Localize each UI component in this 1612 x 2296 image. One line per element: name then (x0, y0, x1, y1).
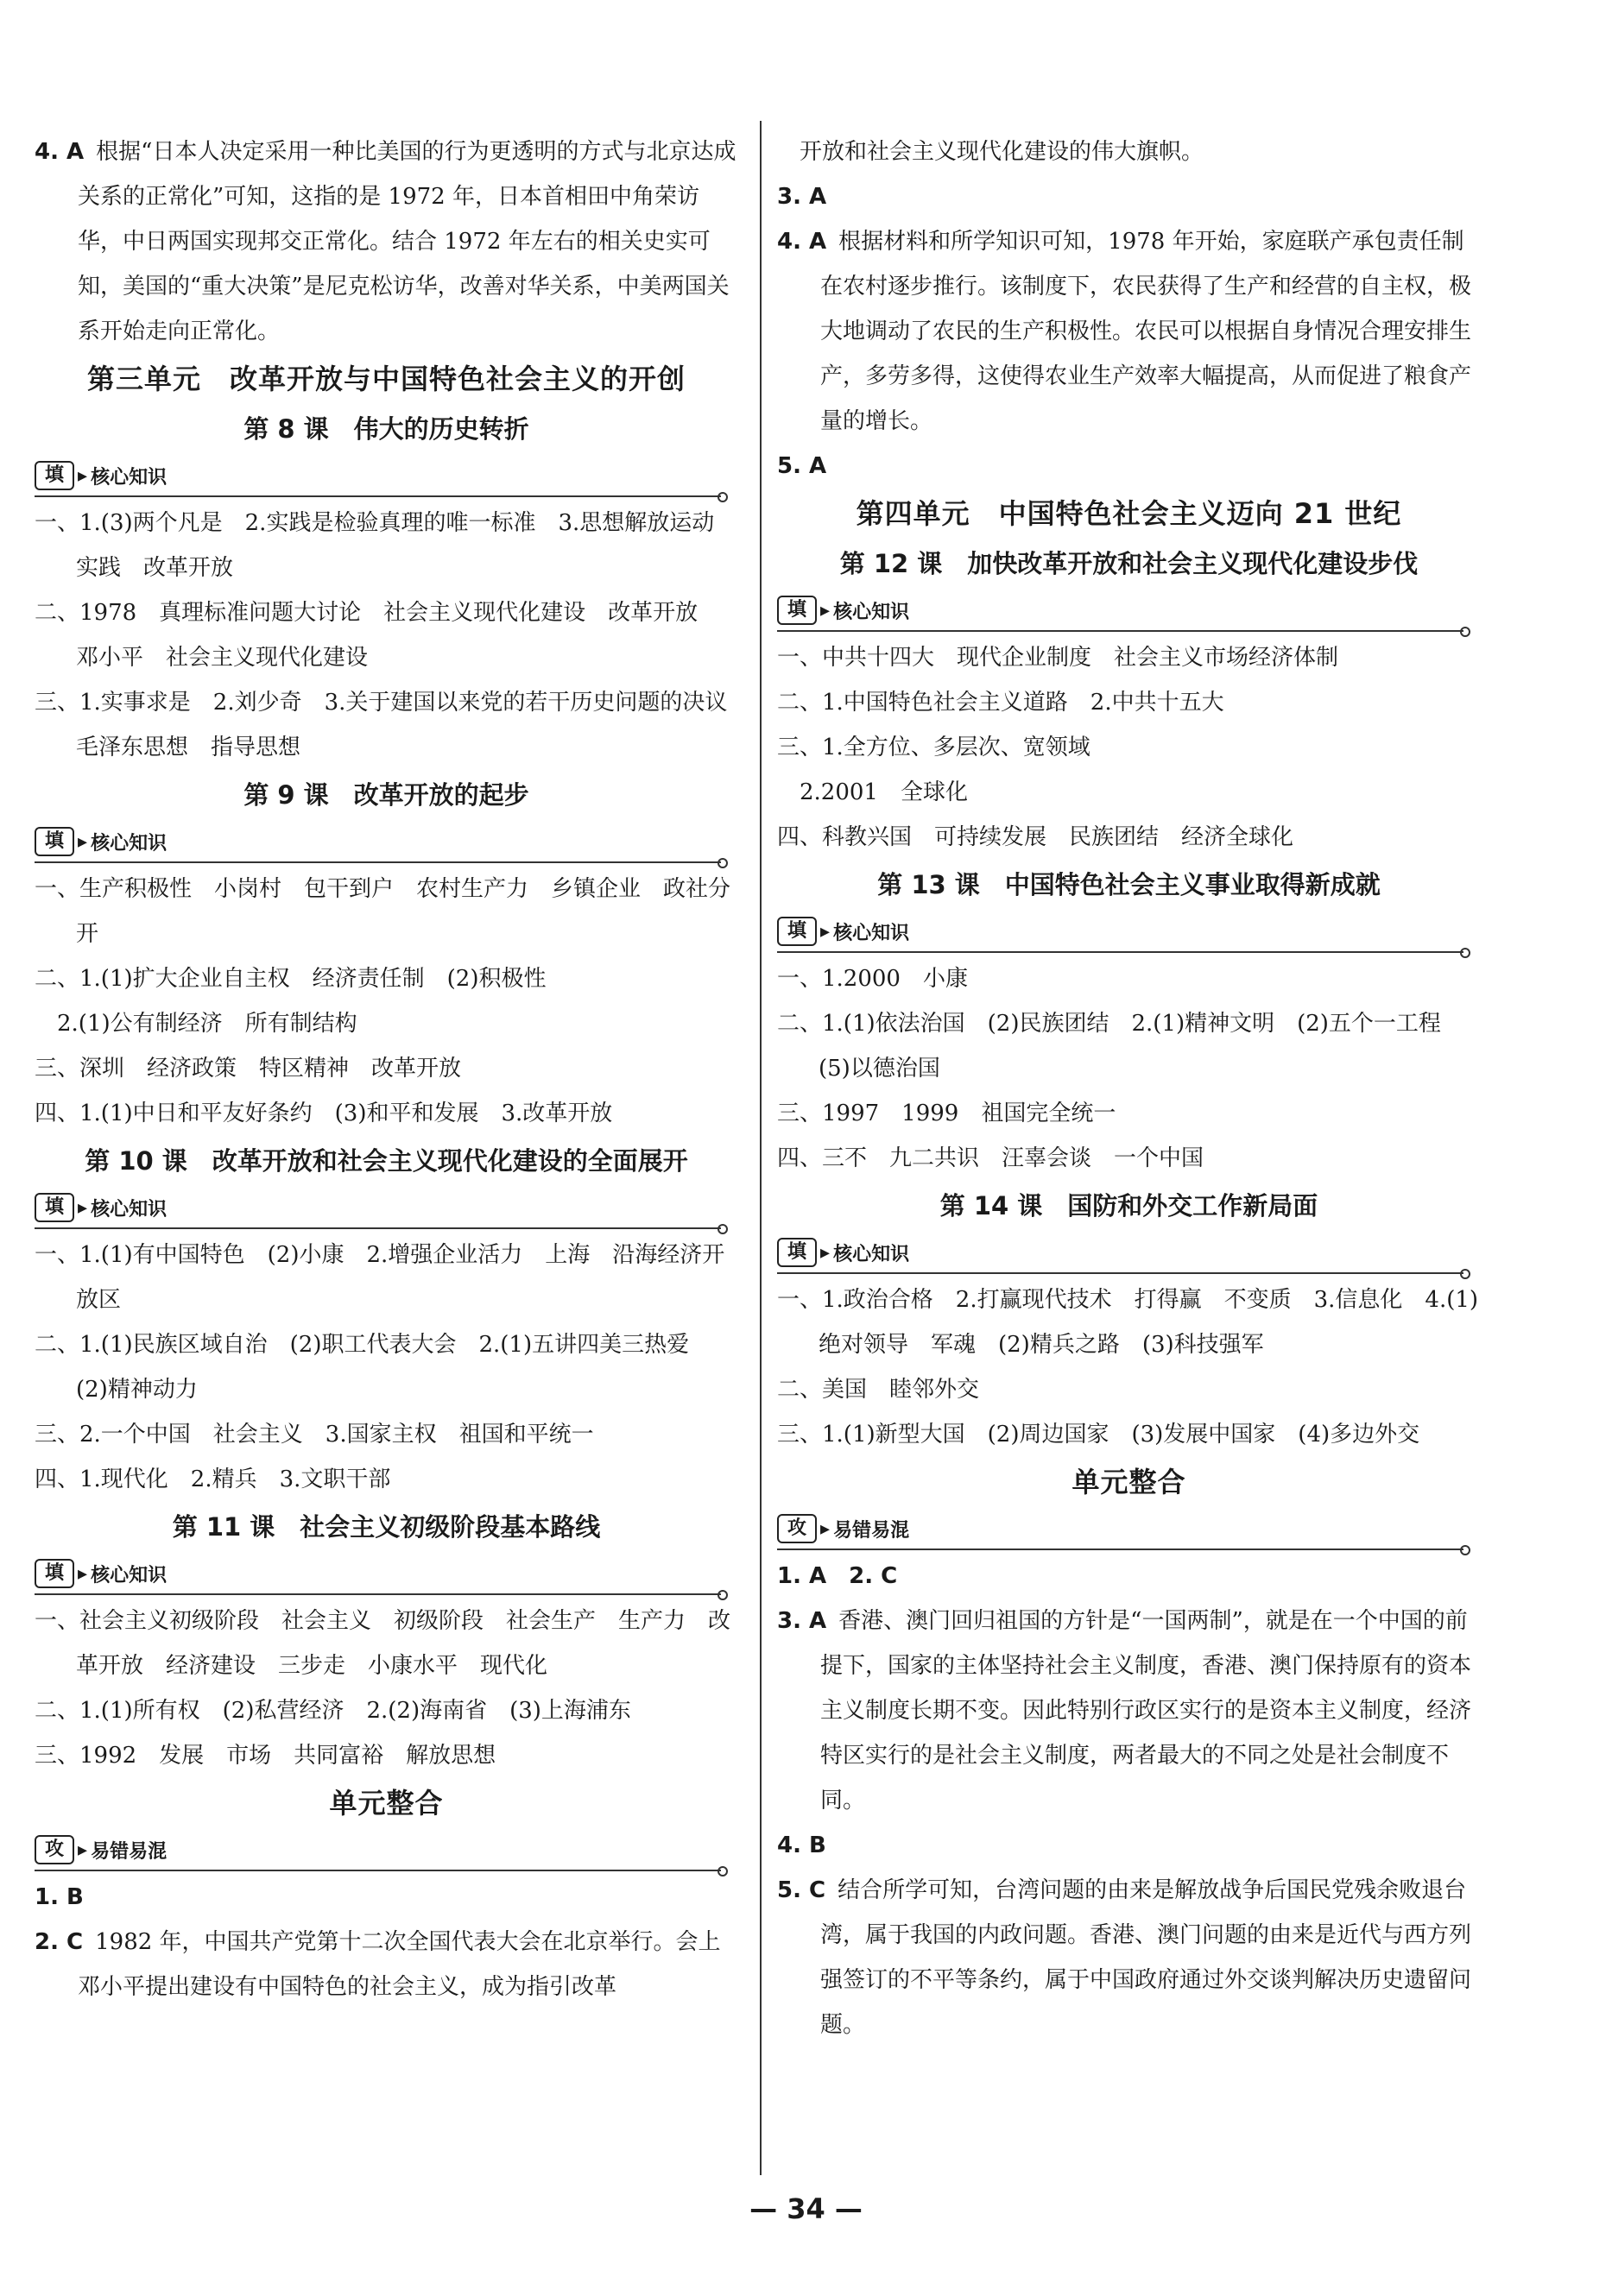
lesson-13-line: 二、1.(1)依法治国 (2)民族团结 2.(1)精神文明 (2)五个一工程 (5)以德治国 (777, 1011, 1463, 1082)
play-icon: ▸ (820, 599, 831, 621)
review-title: 单元整合 (1072, 1466, 1186, 1498)
lesson-11-title: 第 11 课 社会主义初级阶段基本路线 (172, 1512, 601, 1542)
page-number: — 34 — (749, 2192, 863, 2225)
lesson-13-title: 第 13 课 中国特色社会主义事业取得新成就 (877, 870, 1381, 899)
lesson-14-line: 二、美国 睦邻外交 (777, 1377, 980, 1403)
answer-3: 3. A (777, 184, 827, 210)
play-icon: ▸ (820, 1241, 831, 1264)
section-header: 填 ▸ 核心知识 (35, 820, 738, 867)
answer-5: 5. A (777, 453, 827, 479)
lesson-11-line: 二、1.(1)所有权 (2)私营经济 2.(2)海南省 (3)上海浦东 (35, 1698, 631, 1724)
answer-3: 3. A 香港、澳门回归祖国的方针是“一国两制”，就是在一个中国的前提下，国家的主体坚持社会主义制度，香港、澳门保持原有的资本主义制度长期不变。因此特别行政区实行的是资本主义制度，经济特区实行的是社会主义制度，两者最大的不同之处是社会制度不同。 (777, 1608, 1472, 1813)
lesson-11-line: 三、1992 发展 市场 共同富裕 解放思想 (35, 1743, 496, 1769)
lesson-9-title: 第 9 课 改革开放的起步 (243, 780, 529, 810)
lesson-12-line: 三、1.全方位、多层次、宽领域 (777, 735, 1090, 760)
answer-4: 4. B (777, 1832, 826, 1858)
play-icon: ▸ (78, 830, 88, 853)
lesson-9-line: 2.(1)公有制经济 所有制结构 (35, 1011, 357, 1037)
lesson-10-line: 三、2.一个中国 社会主义 3.国家主权 祖国和平统一 (35, 1422, 594, 1448)
lesson-10-line: 四、1.现代化 2.精兵 3.文职干部 (35, 1467, 391, 1492)
lesson-10-title: 第 10 课 改革开放和社会主义现代化建设的全面展开 (85, 1146, 688, 1176)
play-icon: ▸ (820, 1517, 831, 1540)
answer-1-2: 1. A 2. C (777, 1563, 898, 1589)
lesson-12-line: 二、1.中国特色社会主义道路 2.中共十五大 (777, 690, 1224, 716)
lesson-9-line: 三、深圳 经济政策 特区精神 改革开放 (35, 1056, 462, 1082)
unit-4-title: 第四单元 中国特色社会主义迈向 21 世纪 (856, 497, 1402, 530)
lesson-14-title: 第 14 课 国防和外交工作新局面 (939, 1191, 1318, 1221)
column-divider (760, 121, 762, 2175)
lesson-9-line: 四、1.(1)中日和平友好条约 (3)和平和发展 3.改革开放 (35, 1101, 613, 1126)
play-icon: ▸ (78, 1839, 88, 1861)
lesson-12-line: 一、中共十四大 现代企业制度 社会主义市场经济体制 (777, 645, 1339, 671)
review-title: 单元整合 (329, 1787, 444, 1820)
answer-1: 1. B (35, 1884, 84, 1910)
lesson-14-line: 一、1.政治合格 2.打赢现代技术 打得赢 不变质 3.信息化 4.(1)绝对领导 军魂 (2)精兵之路 (3)科技强军 (777, 1287, 1479, 1358)
lesson-12-line: 四、科教兴国 可持续发展 民族团结 经济全球化 (777, 824, 1294, 850)
lesson-8-line: 二、1978 真理标准问题大讨论 社会主义现代化建设 改革开放 邓小平 社会主义现代化建设 (35, 600, 721, 671)
lesson-13-line: 一、1.2000 小康 (777, 966, 968, 992)
lesson-13-line: 四、三不 九二共识 汪辜会谈 一个中国 (777, 1145, 1204, 1171)
lesson-9-line: 二、1.(1)扩大企业自主权 经济责任制 (2)积极性 (35, 966, 547, 992)
lesson-10-line: 一、1.(1)有中国特色 (2)小康 2.增强企业活力 上海 沿海经济开放区 (35, 1242, 725, 1313)
section-header: 填 ▸ 核心知识 (35, 1552, 738, 1599)
section-header: 攻 ▸ 易错易混 (35, 1828, 738, 1875)
play-icon: ▸ (78, 464, 88, 487)
left-column (35, 129, 750, 2009)
section-header: 填 ▸ 核心知识 (35, 1186, 738, 1233)
play-icon: ▸ (78, 1562, 88, 1585)
lesson-8-title: 第 8 课 伟大的历史转折 (243, 414, 529, 444)
answer-2: 2. C 1982 年，中国共产党第十二次全国代表大会在北京举行。会上邓小平提出建设有中国特色的社会主义，成为指引改革 (35, 1929, 721, 2000)
lesson-13-line: 三、1997 1999 祖国完全统一 (777, 1101, 1116, 1126)
section-header: 填 ▸ 核心知识 (777, 910, 1481, 956)
continued-text: 开放和社会主义现代化建设的伟大旗帜。 (800, 139, 1204, 165)
section-header: 填 ▸ 核心知识 (777, 589, 1481, 635)
answer-4: 4. A 根据“日本人决定采用一种比美国的行为更透明的方式与北京达成关系的正常化”可知，这指的是 1972 年，日本首相田中角荣访华，中日两国实现邦交正常化。结合 1972 年左右的相关史实可知，美国的“重大决策”是尼克松访华，改善对华关系，中美两国关系开始走向正常化。 (35, 139, 736, 344)
lesson-12-title: 第 12 课 加快改革开放和社会主义现代化建设步伐 (839, 549, 1419, 578)
lesson-8-line: 三、1.实事求是 2.刘少奇 3.关于建国以来党的若干历史问题的决议 毛泽东思想 指导思想 (35, 690, 750, 760)
right-column (777, 129, 1481, 2047)
answer-4: 4. A 根据材料和所学知识可知，1978 年开始，家庭联产承包责任制在农村逐步推行。该制度下，农民获得了生产和经营的自主权，极大地调动了农民的生产积极性。农民可以根据自身情况合理安排生产，多劳多得，这使得农业生产效率大幅提高，从而促进了粮食产量的增长。 (777, 229, 1472, 434)
lesson-8-line: 一、1.(3)两个凡是 2.实践是检验真理的唯一标准 3.思想解放运动 实践 改革开放 (35, 510, 737, 581)
lesson-11-line: 一、社会主义初级阶段 社会主义 初级阶段 社会生产 生产力 改革开放 经济建设 三步走 小康水平 现代化 (35, 1608, 731, 1679)
section-header: 攻 ▸ 易错易混 (777, 1507, 1481, 1554)
section-header: 填 ▸ 核心知识 (35, 454, 738, 501)
section-header: 填 ▸ 核心知识 (777, 1231, 1481, 1277)
lesson-12-line: 2.2001 全球化 (777, 779, 968, 805)
lesson-10-line: 二、1.(1)民族区域自治 (2)职工代表大会 2.(1)五讲四美三热爱 (2)精神动力 (35, 1332, 712, 1403)
lesson-9-line: 一、生产积极性 小岗村 包干到户 农村生产力 乡镇企业 政社分开 (35, 876, 731, 947)
lesson-14-line: 三、1.(1)新型大国 (2)周边国家 (3)发展中国家 (4)多边外交 (777, 1422, 1420, 1448)
answer-5: 5. C 结合所学可知，台湾问题的由来是解放战争后国民党残余败退台湾，属于我国的内政问题。香港、澳门问题的由来是近代与西方列强签订的不平等条约，属于中国政府通过外交谈判解决历史遗留问题。 (777, 1877, 1472, 2038)
play-icon: ▸ (78, 1196, 88, 1219)
play-icon: ▸ (820, 920, 831, 943)
unit-3-title: 第三单元 改革开放与中国特色社会主义的开创 (86, 363, 686, 395)
